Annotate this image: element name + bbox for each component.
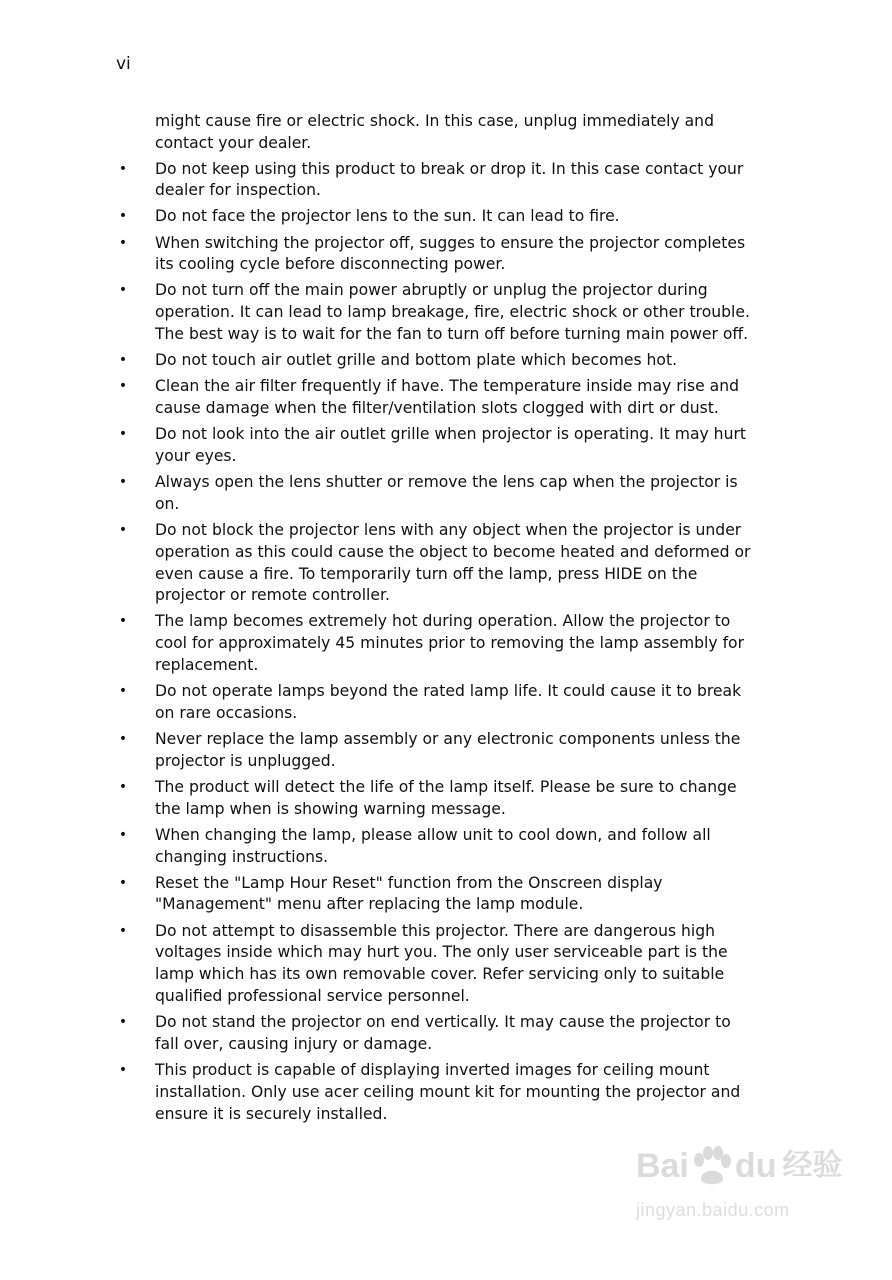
bullet-text: Do not operate lamps beyond the rated lamp life. It could cause it to break on rare occasions. [155, 682, 742, 722]
bullet-marker: • [118, 208, 128, 225]
paw-icon [691, 1146, 733, 1186]
bullet-item [118, 350, 755, 372]
bullet-marker: • [118, 730, 128, 747]
bullet-marker: • [118, 521, 128, 538]
continuation-paragraph: might cause fire or electric shock. In this case, unplug immediately and contact your dealer. [155, 112, 714, 152]
bullet-marker: • [118, 1014, 128, 1031]
bullet-marker: • [118, 352, 128, 369]
bullet-text: Clean the air filter frequently if have. The temperature inside may rise and cause damage when the filter/ventilation slots clogged with dirt or dust. [155, 377, 739, 418]
bullet-text: Do not block the projector lens with any object when the projector is under operation as this could cause the object to become heated and deformed or even cause a fire. To temporarily turn off the lamp, press HIDE on the projector or remote controller. [155, 520, 751, 605]
bullet-item [118, 159, 755, 203]
bullet-text: The product will detect the life of the lamp itself. Please be sure to change the lamp when is showing warning message. [155, 777, 737, 818]
bullet-text: Do not touch air outlet grille and bottom plate which becomes hot. [155, 351, 678, 370]
bullet-marker: • [118, 1061, 128, 1078]
bullet-marker: • [118, 826, 128, 843]
bullet-marker: • [118, 160, 128, 177]
bullet-marker: • [118, 474, 128, 491]
bullet-marker: • [118, 282, 128, 299]
bullet-marker: • [118, 426, 128, 443]
bullet-text: When changing the lamp, please allow unit to cool down, and follow all changing instructions. [155, 825, 711, 866]
bullet-item [118, 472, 755, 516]
bullet-text: Do not look into the air outlet grille when projector is operating. It may hurt your eyes. [155, 425, 746, 465]
bullet-marker: • [118, 234, 128, 251]
bullet-item [118, 681, 755, 725]
bullet-marker: • [118, 683, 128, 700]
bullet-item [118, 376, 755, 420]
bullet-item [118, 1060, 755, 1125]
bullet-item [118, 1012, 755, 1056]
bullet-item [118, 233, 755, 277]
bullet-text: Do not keep using this product to break or drop it. In this case contact your dealer for inspection. [155, 159, 744, 200]
watermark-brand-left: Bai [636, 1147, 689, 1185]
bullet-list [118, 159, 755, 1126]
bullet-marker: • [118, 378, 128, 395]
bullet-text: Do not stand the projector on end vertically. It may cause the projector to fall over, causing injury or damage. [155, 1013, 731, 1053]
bullet-text: Do not face the projector lens to the sun. It can lead to fire. [155, 207, 620, 226]
watermark-brand-right: du [734, 1147, 777, 1185]
bullet-item [118, 424, 755, 468]
bullet-marker: • [118, 613, 128, 630]
bullet-marker: • [118, 778, 128, 795]
bullet-item [118, 777, 755, 821]
bullet-text: Always open the lens shutter or remove the lens cap when the projector is on. [155, 473, 738, 513]
bullet-item [118, 206, 755, 228]
baidu-watermark [630, 1146, 850, 1246]
bullet-item [118, 280, 755, 345]
watermark-logo [636, 1146, 850, 1186]
safety-instructions [118, 111, 755, 1130]
bullet-item [118, 921, 755, 1008]
bullet-text: Do not attempt to disassemble this projector. There are dangerous high voltages inside which may hurt you. The only user serviceable part is the lamp which has its own removable cover. Refer servicing only to suitable qualified professional service personnel. [155, 921, 728, 1005]
bullet-item [118, 825, 755, 869]
bullet-item [118, 611, 755, 676]
bullet-text: This product is capable of displaying inverted images for ceiling mount installation. Only use acer ceiling mount kit for mounting the projector and ensure it is securely installed. [155, 1060, 741, 1123]
bullet-text: Reset the "Lamp Hour Reset" function from the Onscreen display "Management" menu after replacing the lamp module. [155, 873, 663, 914]
watermark-brand-cn: 经验 [782, 1149, 843, 1182]
bullet-item [118, 520, 755, 607]
page-number: vi [116, 54, 131, 74]
bullet-marker: • [118, 922, 128, 939]
bullet-item [118, 729, 755, 773]
bullet-text: When switching the projector off, sugges to ensure the projector completes its cooling cycle before disconnecting power. [155, 233, 746, 274]
watermark-url: jingyan.baidu.com [636, 1200, 790, 1220]
bullet-text: The lamp becomes extremely hot during operation. Allow the projector to cool for approximately 45 minutes prior to removing the lamp assembly for replacement. [155, 612, 745, 674]
bullet-text: Do not turn off the main power abruptly or unplug the projector during operation. It can lead to lamp breakage, fire, electric shock or other trouble. The best way is to wait for the fan to turn off before turning main power off. [155, 281, 750, 344]
bullet-text: Never replace the lamp assembly or any electronic components unless the projector is unplugged. [155, 729, 741, 770]
bullet-item [118, 873, 755, 917]
bullet-marker: • [118, 874, 128, 891]
